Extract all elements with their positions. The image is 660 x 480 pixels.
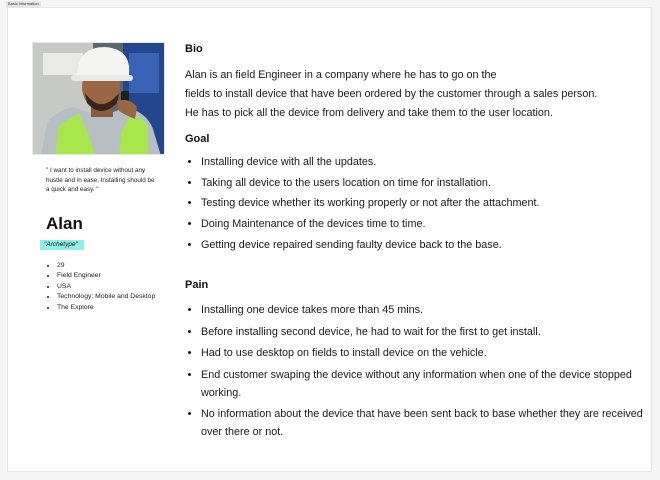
pain-item: • Had to use desktop on fields to install device on the vehicle.: [201, 345, 646, 363]
pain-title: Pain: [185, 279, 209, 291]
fact-age: • 29: [57, 261, 167, 271]
bio-text: [185, 66, 625, 123]
persona-card: [7, 7, 652, 472]
fact-technology: • Technology: Mobile and Desktop: [57, 292, 167, 302]
persona-photo: [32, 42, 165, 155]
bio-line: Alan is an field Engineer in a company where he has to go on the: [185, 69, 497, 81]
fact-role: • Field Engineer: [57, 271, 167, 281]
pain-item: • Installing one device takes more than 45 mins.: [201, 302, 646, 320]
fact-country: • USA: [57, 282, 167, 292]
persona-name: Alan: [46, 214, 83, 233]
archetype-badge: "Archetype": [40, 240, 84, 250]
pain-item: • End customer swaping the device without any information when one of the device stopped working.: [201, 367, 646, 402]
goal-item: • Doing Maintenance of the devices time to time.: [201, 217, 646, 231]
fact-personality: • The Explore: [57, 303, 167, 313]
goal-item: • Taking all device to the users location on time for installation.: [201, 176, 646, 190]
goal-item: • Getting device repaired sending faulty device back to the base.: [201, 238, 646, 252]
pain-item: • Before installing second device, he had to wait for the first to get install.: [201, 324, 646, 342]
bio-line: fields to install device that have been ordered by the customer through a sales person.: [185, 88, 598, 100]
pain-list: [185, 302, 646, 445]
tab-label[interactable]: Basic information: [8, 1, 39, 6]
goal-item: • Installing device with all the updates.: [201, 155, 646, 169]
pain-item: • No information about the device that have been sent back to base whether they are received over there or not.: [201, 406, 646, 441]
goal-item: • Testing device whether its working properly or not after the attachment.: [201, 196, 646, 210]
persona-quote: " I want to install device without any hustle and in ease. Installing should be a quick and easy. ": [46, 167, 155, 193]
bio-line: He has to pick all the device from delivery and take them to the user location.: [185, 107, 553, 119]
persona-facts: [46, 261, 167, 313]
goal-title: Goal: [185, 133, 210, 145]
goal-list: [185, 155, 646, 258]
bio-title: Bio: [185, 43, 203, 55]
person-photo-icon: [33, 43, 165, 155]
